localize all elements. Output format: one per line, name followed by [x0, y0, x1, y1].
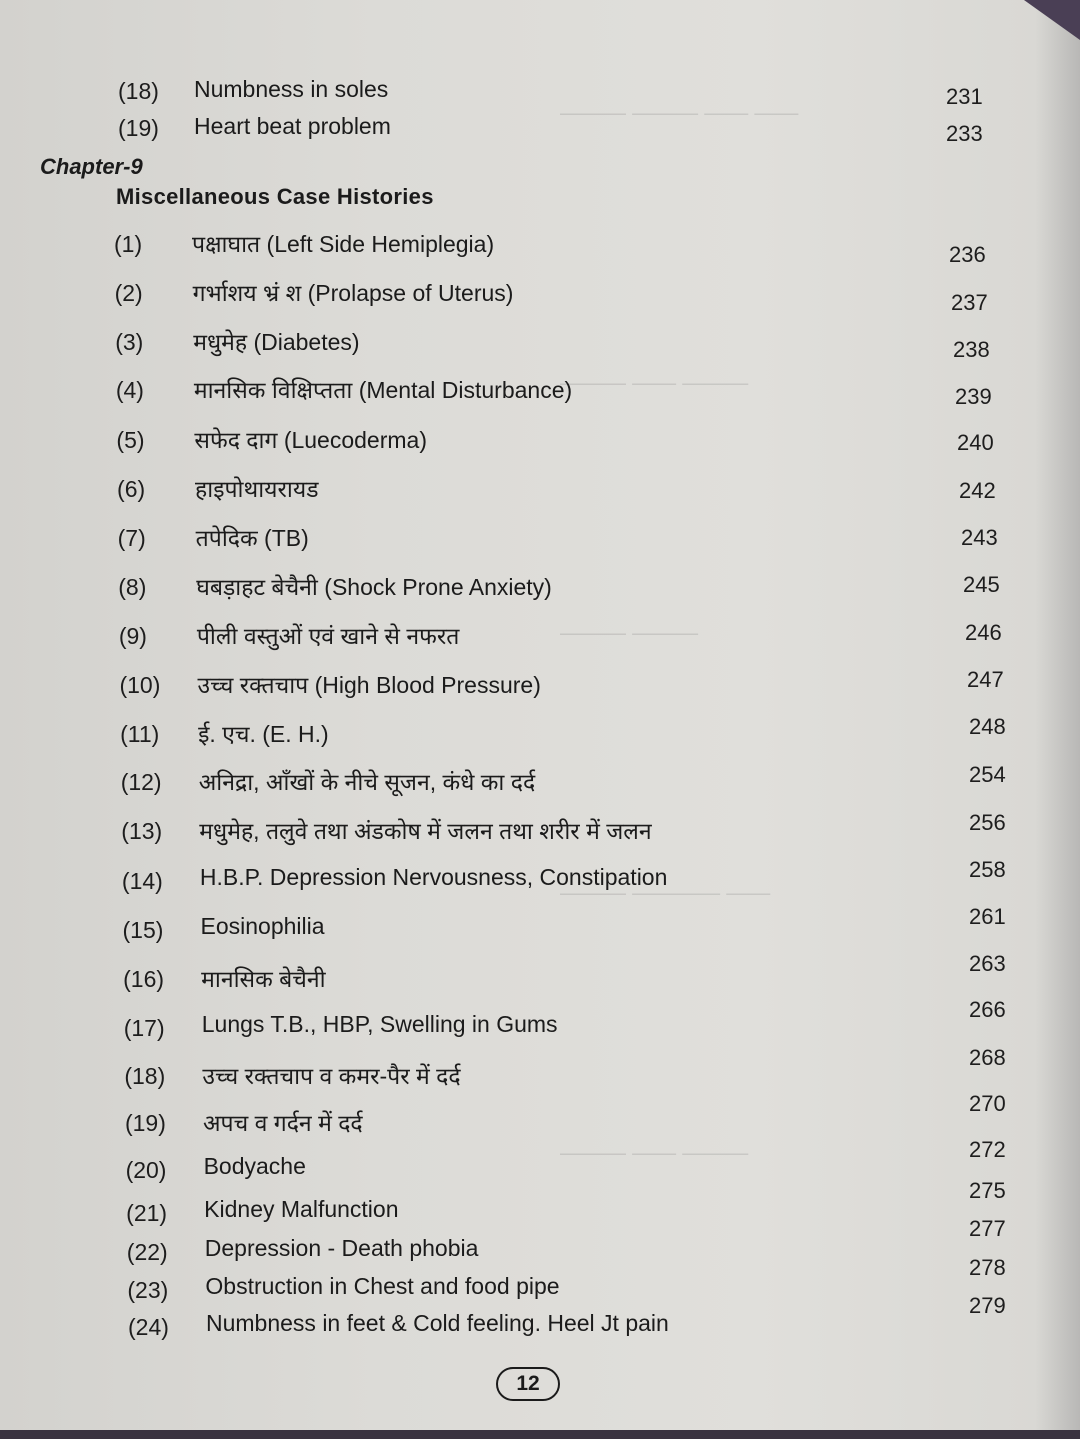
entry-title: सफेद दाग (Luecoderma): [194, 427, 427, 453]
entry-page: 272: [969, 1137, 1006, 1162]
entry-page: 268: [969, 1045, 1006, 1070]
bleed-through-mark: —— ———— ———: [560, 880, 771, 905]
entry-page: 243: [961, 525, 998, 550]
entry-page: 239: [955, 384, 992, 409]
entry-number: (5): [116, 427, 145, 453]
entry-number: (1): [114, 231, 143, 257]
entry-title: तपेदिक (TB): [195, 525, 309, 551]
entry-number: (6): [117, 476, 146, 502]
entry-page: 263: [969, 951, 1006, 976]
entry-title: पीली वस्तुओं एवं खाने से नफरत: [196, 623, 460, 649]
entry-title: उच्च रक्तचाप (High Blood Pressure): [197, 672, 541, 698]
entry-title: मानसिक विक्षिप्तता (Mental Disturbance): [193, 377, 573, 403]
entry-number: (14): [121, 868, 163, 894]
entry-page: 248: [969, 714, 1006, 739]
entry-number: (8): [118, 574, 147, 600]
entry-number: (3): [115, 329, 144, 355]
entry-page: 242: [959, 478, 996, 503]
entry-title: Lungs T.B., HBP, Swelling in Gums: [201, 1011, 558, 1037]
entry-page: 240: [957, 430, 994, 455]
entry-number: (17): [123, 1015, 165, 1041]
entry-title: हाइपोथायरायड: [195, 476, 319, 502]
entry-number: (19): [124, 1110, 166, 1136]
entry-number: (21): [126, 1200, 168, 1226]
entry-number: (12): [120, 769, 162, 795]
bleed-through-mark: ——— ———: [560, 620, 699, 645]
entry-number: (18): [124, 1063, 166, 1089]
entry-number: (2): [114, 280, 143, 306]
entry-number: (13): [121, 818, 163, 844]
section-title: Miscellaneous Case Histories: [116, 184, 434, 209]
entry-number: (19): [118, 115, 159, 141]
entry-page: 254: [969, 762, 1006, 787]
entry-page: 261: [969, 904, 1006, 929]
entry-title: Numbness in soles: [194, 76, 389, 102]
entry-page: 245: [963, 572, 1000, 597]
entry-title: Kidney Malfunction: [204, 1196, 399, 1222]
bleed-through-mark: —— —— ——— ———: [560, 100, 799, 125]
entry-page: 247: [967, 667, 1004, 692]
entry-number: (23): [127, 1277, 169, 1303]
entry-title: पक्षाघात (Left Side Hemiplegia): [192, 231, 495, 257]
entry-number: (9): [118, 623, 147, 649]
entry-page: 266: [969, 997, 1006, 1022]
entry-title: Depression - Death phobia: [204, 1235, 479, 1261]
entry-title: ई. एच. (E. H.): [198, 721, 329, 747]
entry-page: 270: [969, 1091, 1006, 1116]
entry-number: (7): [117, 525, 146, 551]
entry-number: (16): [123, 966, 165, 992]
entry-title: मानसिक बेचैनी: [201, 966, 326, 992]
entry-page: 275: [969, 1178, 1006, 1203]
entry-title: अपच व गर्दन में दर्द: [202, 1110, 363, 1136]
entry-page: 237: [951, 290, 988, 315]
entry-title: उच्च रक्तचाप व कमर-पैर में दर्द: [202, 1063, 461, 1089]
entry-title: मधुमेह (Diabetes): [193, 329, 360, 355]
entry-title: Obstruction in Chest and food pipe: [205, 1273, 560, 1299]
entry-page: 236: [949, 242, 986, 267]
entry-number: (4): [115, 377, 144, 403]
entry-number: (24): [128, 1314, 169, 1340]
entry-page: 258: [969, 857, 1006, 882]
entry-title: घबड़ाहट बेचैनी (Shock Prone Anxiety): [196, 574, 552, 600]
bleed-through-mark: ——— —— ———: [560, 1140, 749, 1165]
entry-number: (11): [120, 721, 160, 747]
entry-page: 277: [969, 1216, 1006, 1241]
entry-number: (22): [126, 1239, 168, 1265]
entry-page: 279: [969, 1293, 1006, 1318]
entry-number: (18): [118, 78, 159, 104]
entry-page: 246: [965, 620, 1002, 645]
bleed-through-mark: ——— —— ———: [560, 370, 749, 395]
page-edge-shadow: [1035, 0, 1080, 1430]
entry-title: Eosinophilia: [200, 913, 325, 939]
entry-title: Heart beat problem: [194, 113, 391, 139]
entry-title: Numbness in feet & Cold feeling. Heel Jt pain: [206, 1310, 669, 1336]
entry-page: 238: [953, 337, 990, 362]
entry-title: Bodyache: [203, 1153, 306, 1179]
entry-title: H.B.P. Depression Nervousness, Constipation: [199, 864, 668, 890]
chapter-heading: Chapter-9: [40, 154, 143, 179]
entry-number: (15): [122, 917, 164, 943]
entry-number: (20): [125, 1157, 167, 1183]
page-number: 12: [496, 1367, 560, 1401]
entry-page: 231: [946, 84, 983, 109]
entry-title: गर्भाशय भ्रं श (Prolapse of Uterus): [192, 280, 514, 306]
entry-title: मधुमेह, तलुवे तथा अंडकोष में जलन तथा शरीर में जलन: [199, 818, 652, 844]
entry-title: अनिद्रा, आँखों के नीचे सूजन, कंधे का दर्द: [198, 769, 536, 795]
entry-page: 278: [969, 1255, 1006, 1280]
entry-number: (10): [119, 672, 161, 698]
entry-page: 256: [969, 810, 1006, 835]
entry-page: 233: [946, 121, 983, 146]
